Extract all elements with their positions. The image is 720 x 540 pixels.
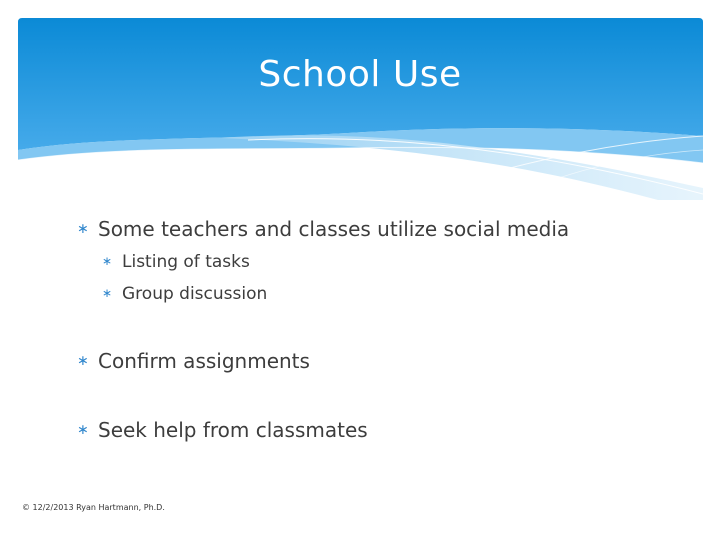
bullet-star-icon: ∗: [102, 286, 113, 300]
bullet-text: Confirm assignments: [98, 349, 310, 373]
sub-bullet-text: Listing of tasks: [122, 252, 250, 272]
bullet-item: [77, 217, 569, 241]
bullet-star-icon: ∗: [102, 254, 113, 268]
bullet-star-icon: ∗: [77, 353, 89, 369]
footer-copyright: © 12/2/2013 Ryan Hartmann, Ph.D.: [22, 503, 165, 512]
sub-bullet-item: [102, 284, 267, 304]
bullet-text: Seek help from classmates: [98, 418, 368, 442]
sub-bullet-text: Group discussion: [122, 284, 268, 304]
bullet-star-icon: ∗: [77, 422, 89, 438]
bullet-star-icon: ∗: [77, 221, 89, 237]
bullet-item: [77, 349, 310, 373]
bullet-item: [77, 418, 368, 442]
sub-bullet-item: [102, 252, 250, 272]
bullet-text: Some teachers and classes utilize social media: [98, 217, 570, 241]
slide-title: School Use: [258, 54, 462, 95]
